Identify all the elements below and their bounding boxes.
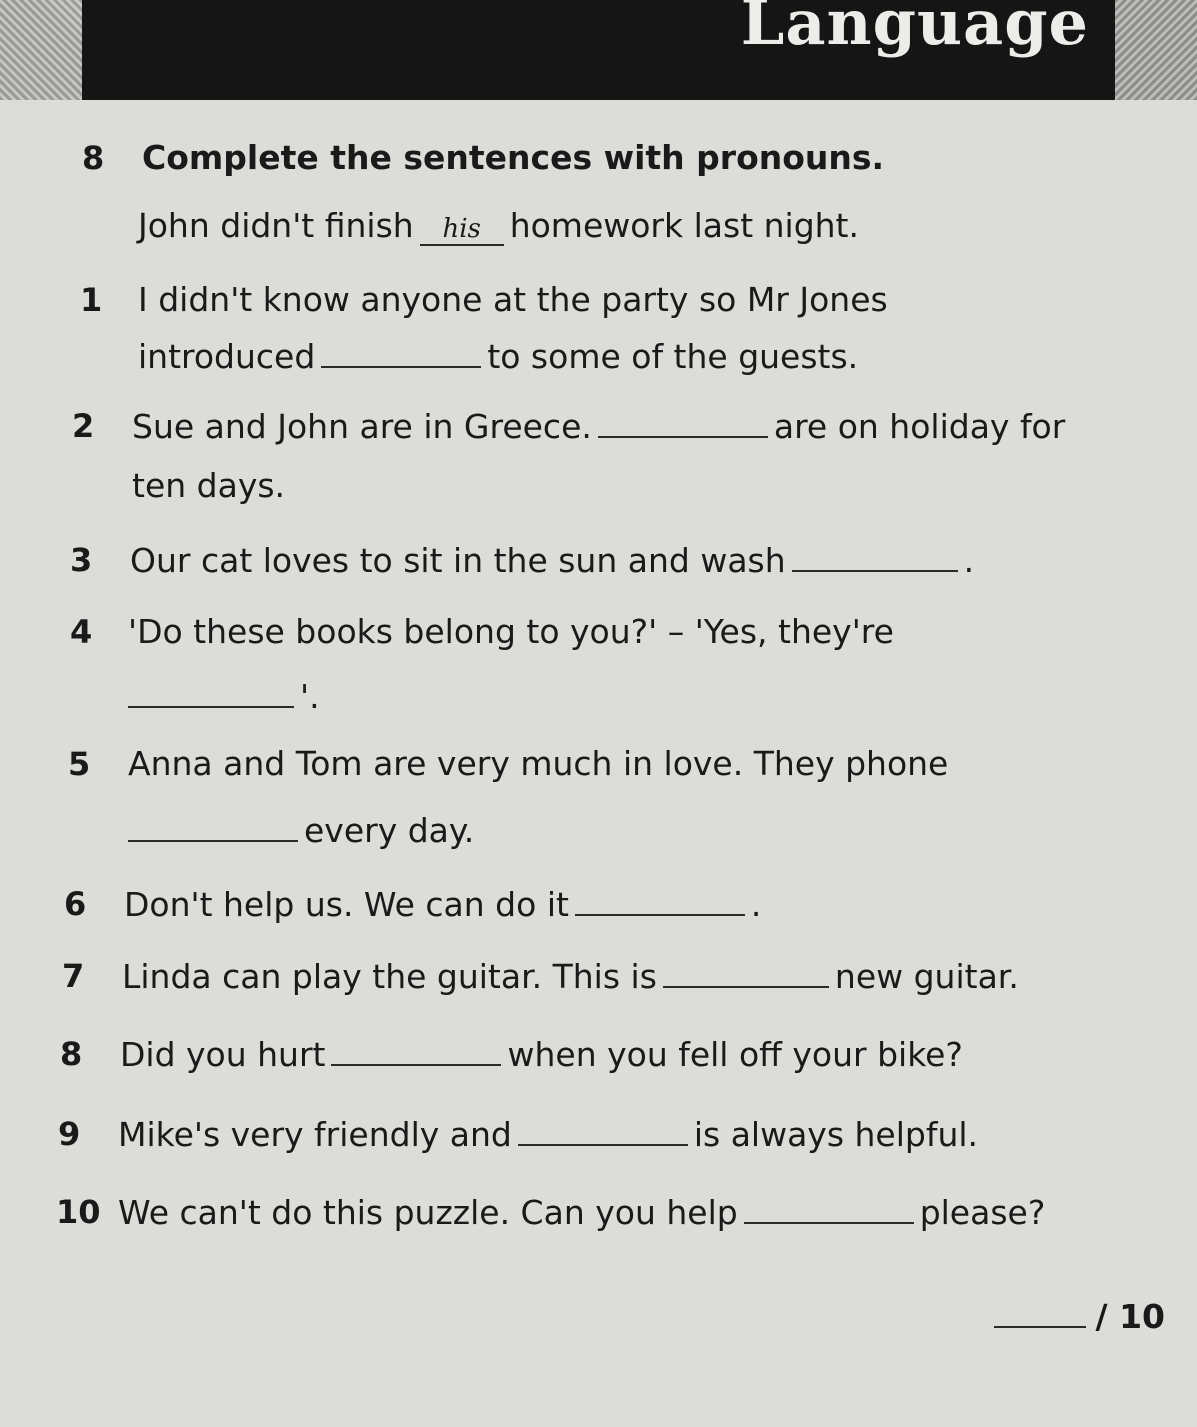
item-text-before: We can't do this puzzle. Can you help (118, 1193, 738, 1232)
example-answer: his (420, 214, 504, 246)
item-number: 7 (62, 957, 85, 995)
item-text-before: Sue and John are in Greece. (132, 407, 592, 446)
item-text-after: every day. (304, 811, 475, 850)
section-banner (0, 0, 1197, 100)
section-title: Language (740, 0, 1089, 59)
item-2-line-1 (132, 406, 1065, 447)
score-total: / 10 (1095, 1297, 1165, 1336)
score-box (988, 1296, 1165, 1336)
item-number: 4 (70, 613, 93, 651)
answer-blank[interactable] (744, 1192, 914, 1224)
answer-blank[interactable] (331, 1034, 501, 1066)
item-text-after: new guitar. (834, 957, 1019, 996)
item-text-before: Don't help us. We can do it (124, 885, 569, 924)
item-2-line-2: ten days. (132, 466, 286, 505)
answer-blank[interactable] (598, 406, 768, 438)
item-number: 5 (68, 745, 91, 783)
score-blank[interactable] (994, 1296, 1086, 1328)
item-text-before: Mike's very friendly and (118, 1115, 512, 1154)
item-number: 8 (60, 1035, 83, 1073)
item-6-line (124, 884, 761, 925)
answer-blank[interactable] (518, 1114, 688, 1146)
item-8-line (120, 1034, 963, 1075)
banner-texture-left (0, 0, 82, 100)
exercise-number: 8 (82, 139, 105, 177)
item-text-before: Linda can play the guitar. This is (122, 957, 657, 996)
item-number: 1 (80, 281, 103, 319)
item-text-after: . (963, 541, 975, 580)
item-3-line (130, 540, 974, 581)
item-5-line-2 (128, 810, 474, 851)
item-number: 2 (72, 407, 95, 445)
example-text-before: John didn't finish (138, 206, 414, 245)
item-5-line-1: Anna and Tom are very much in love. They phone (128, 744, 949, 783)
item-text-after: are on holiday for (773, 407, 1066, 446)
item-7-line (122, 956, 1019, 997)
answer-blank[interactable] (663, 956, 829, 988)
item-1-line-2 (138, 336, 858, 377)
item-text-before: Our cat loves to sit in the sun and wash (130, 541, 786, 580)
item-number: 9 (58, 1115, 81, 1153)
item-text-after: when you fell off your bike? (507, 1035, 963, 1074)
answer-blank[interactable] (792, 540, 958, 572)
item-1-line-1: I didn't know anyone at the party so Mr Jones (138, 280, 888, 319)
exercise-instruction: Complete the sentences with pronouns. (142, 138, 885, 177)
answer-blank[interactable] (128, 810, 298, 842)
item-9-line (118, 1114, 978, 1155)
item-text-after: is always helpful. (693, 1115, 979, 1154)
item-10-line (118, 1192, 1045, 1233)
item-text-before: introduced (138, 337, 316, 376)
item-4-line-1: 'Do these books belong to you?' – 'Yes, they're (128, 612, 894, 651)
item-text-after: '. (300, 677, 320, 716)
example-sentence (138, 206, 859, 246)
item-text-after: to some of the guests. (487, 337, 859, 376)
example-text-after: homework last night. (509, 206, 859, 245)
item-4-line-2 (128, 676, 320, 717)
item-text-before: Did you hurt (120, 1035, 326, 1074)
answer-blank[interactable] (128, 676, 294, 708)
banner-texture-right (1115, 0, 1197, 100)
item-text-after: please? (919, 1193, 1046, 1232)
answer-blank[interactable] (575, 884, 745, 916)
item-text-after: . (750, 885, 762, 924)
item-number: 10 (56, 1193, 101, 1231)
answer-blank[interactable] (321, 336, 481, 368)
item-number: 6 (64, 885, 87, 923)
item-number: 3 (70, 541, 93, 579)
